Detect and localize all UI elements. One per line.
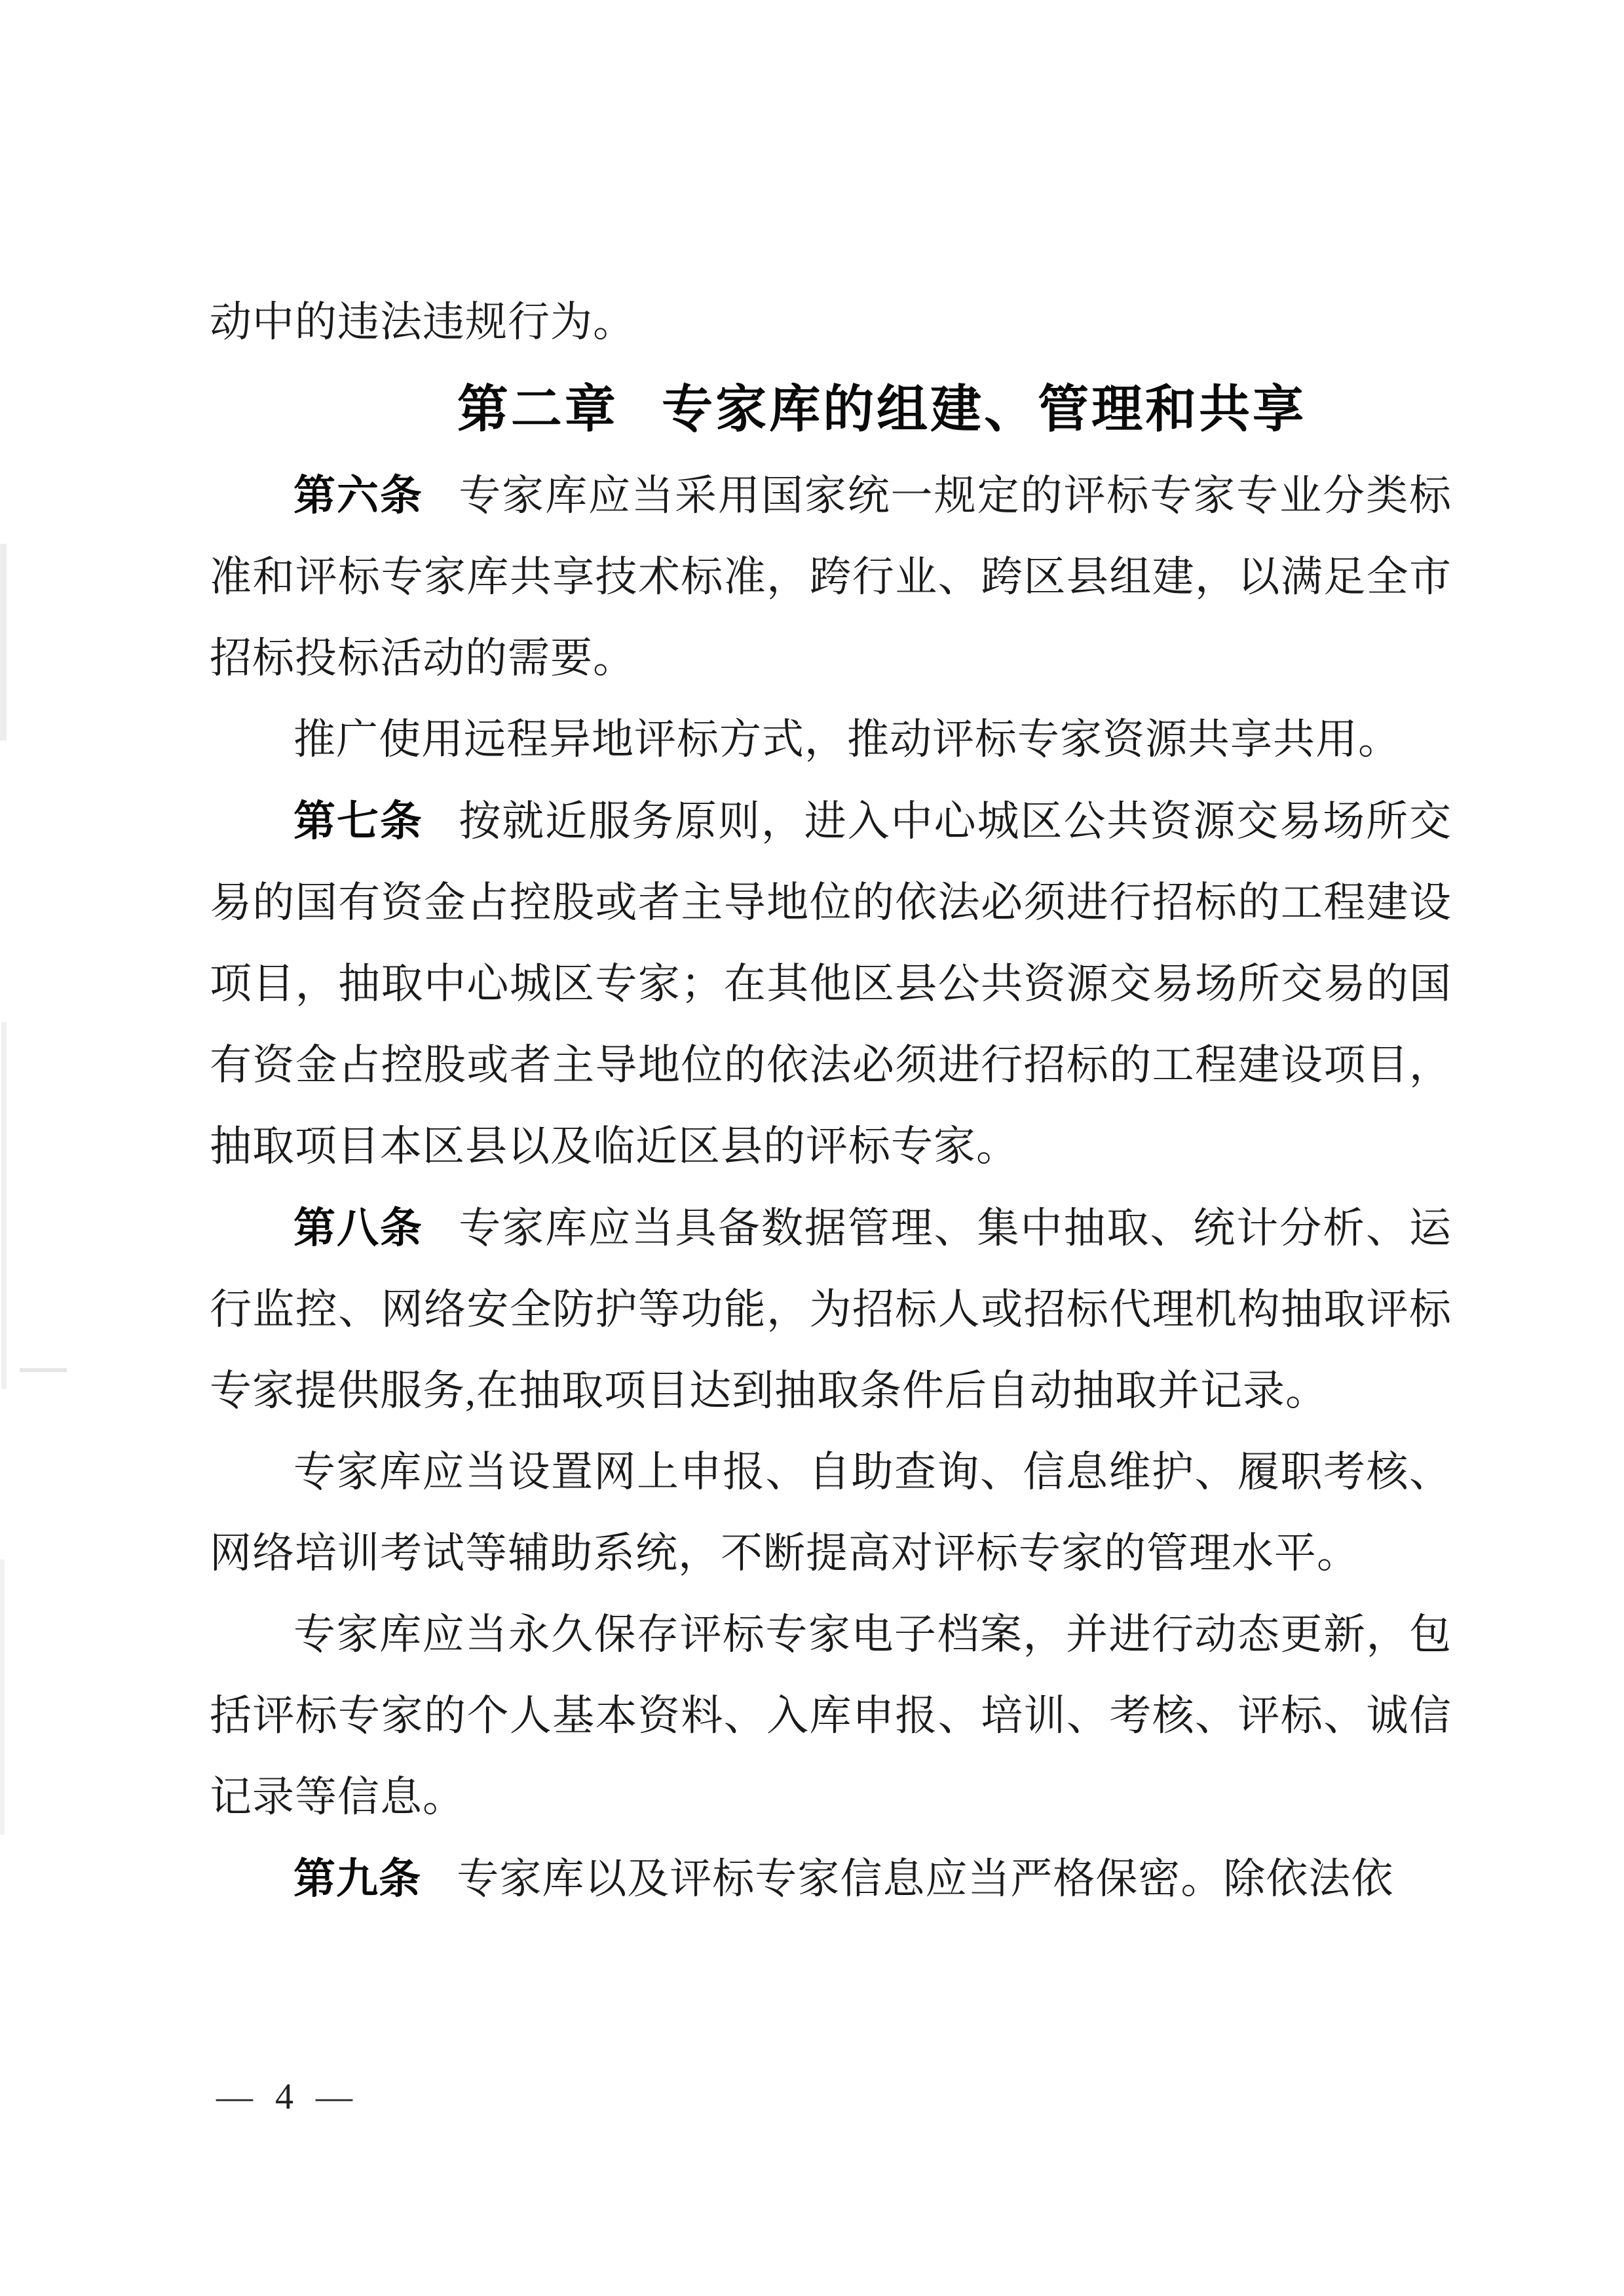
chapter-title: 专家库的组建、管理和共享 [662, 380, 1307, 438]
scan-artifact [0, 1559, 5, 1835]
chapter-heading [210, 363, 1452, 455]
article-8-sub1-text: 专家库应当设置网上申报、自助查询、信息维护、履职考核、网络培训考试等辅助系统，不断提高对评标专家的管理水平。 [210, 1449, 1452, 1577]
text-column [210, 282, 1452, 1920]
article-6-sub-text: 推广使用远程异地评标方式，推动评标专家资源共享共用。 [293, 716, 1401, 763]
continuation-paragraph: 动中的违法违规行为。 [210, 299, 635, 345]
article-8-text: 专家库应当具备数据管理、集中抽取、统计分析、运行监控、网络安全防护等功能，为招标人或招标代理机构抽取评标专家提供服务,在抽取项目达到抽取条件后自动抽取并记录。 [210, 1205, 1452, 1414]
article-8-label: 第八条 [293, 1204, 423, 1252]
article-9-text: 专家库以及评标专家信息应当严格保密。除依法依 [457, 1856, 1394, 1902]
article-6-paragraph [210, 455, 1452, 699]
article-8-subparagraph-2 [210, 1594, 1452, 1838]
article-7-paragraph [210, 780, 1452, 1187]
article-7-label: 第七条 [293, 797, 423, 845]
article-6-subparagraph [210, 699, 1452, 780]
chapter-label: 第二章 [457, 380, 618, 438]
article-6-label: 第六条 [293, 472, 423, 519]
scan-artifact [0, 544, 7, 740]
article-8-paragraph [210, 1187, 1452, 1432]
article-7-text: 按就近服务原则，进入中心城区公共资源交易场所交易的国有资金占控股或者主导地位的依法必须进行招标的工程建设项目，抽取中心城区专家；在其他区县公共资源交易场所交易的国有资金占控股或者主导地位的依法必须进行招标的工程建设项目，抽取项目本区县以及临近区县的评标专家。 [210, 798, 1452, 1170]
article-6-text: 专家库应当采用国家统一规定的评标专家专业分类标准和评标专家库共享技术标准，跨行业、跨区县组建，以满足全市招标投标活动的需要。 [210, 472, 1452, 681]
article-9-label: 第九条 [293, 1855, 421, 1902]
article-9-paragraph [210, 1838, 1452, 1920]
scan-artifact [1, 1022, 7, 1389]
article-8-subparagraph-1 [210, 1432, 1452, 1594]
page-number: — 4 — [216, 2076, 359, 2117]
article-8-sub2-text: 专家库应当永久保存评标专家电子档案，并进行动态更新，包括评标专家的个人基本资料、入库申报、培训、考核、评标、诚信记录等信息。 [210, 1611, 1452, 1820]
scan-artifact [20, 1368, 67, 1372]
